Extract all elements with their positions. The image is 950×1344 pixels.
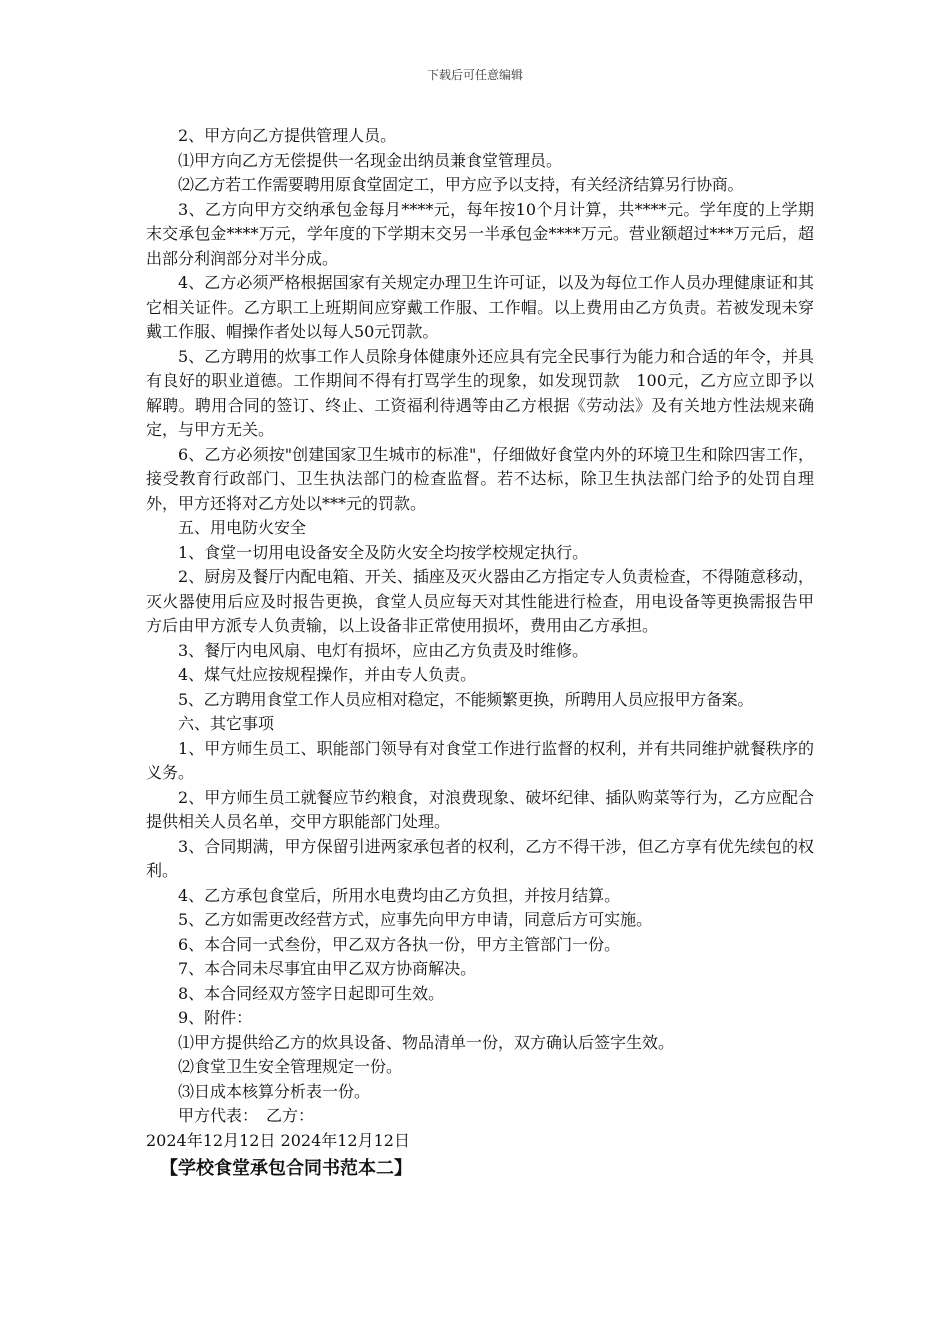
paragraph: 3、乙方向甲方交纳承包金每月****元，每年按10个月计算，共****元。学年度的上学期末交承包金****万元，学年度的下学期末交另一半承包金****万元。营业额超过***万元后，超出部分利润部分对半分成。 [146, 199, 814, 268]
paragraph: 3、合同期满，甲方保留引进两家承包者的权利，乙方不得干涉，但乙方享有优先续包的权利。 [146, 836, 814, 880]
section-heading: 五、用电防火安全 [178, 518, 307, 537]
paragraph: 8、本合同经双方签字日起即可生效。 [178, 983, 445, 1003]
paragraph: 1、食堂一切用电设备安全及防火安全均按学校规定执行。 [178, 542, 589, 562]
paragraph: 6、乙方必须按"创建国家卫生城市的标准"，仔细做好食堂内外的环境卫生和除四害工作，接受教育行政部门、卫生执法部门的检查监督。若不达标，除卫生执法部门给予的处罚自理外，甲方还将对乙方处以***元的罚款。 [146, 444, 814, 513]
paragraph: 4、乙方必须严格根据国家有关规定办理卫生许可证，以及为每位工作人员办理健康证和其它相关证件。乙方职工上班期间应穿戴工作服、工作帽。以上费用由乙方负责。若被发现未穿戴工作服、帽操作者处以每人50元罚款。 [146, 273, 814, 341]
attachment-item: ⑵食堂卫生安全管理规定一份。 [178, 1057, 403, 1076]
paragraph: 6、本合同一式叁份，甲乙双方各执一份，甲方主管部门一份。 [178, 934, 621, 954]
signature-line: 甲方代表： 乙方： [178, 1106, 315, 1125]
paragraph: 7、本合同未尽事宜由甲乙双方协商解决。 [178, 959, 477, 978]
paragraph: 2、甲方师生员工就餐应节约粮食，对浪费现象、破坏纪律、插队购菜等行为，乙方应配合提供相关人员名单，交甲方职能部门处理。 [146, 787, 814, 831]
section-title: 【学校食堂承包合同书范本二】 [160, 1158, 412, 1179]
paragraph: 3、餐厅内电风扇、电灯有损坏，应由乙方负责及时维修。 [178, 640, 589, 660]
paragraph: 5、乙方聘用食堂工作人员应相对稳定，不能频繁更换，所聘用人员应报甲方备案。 [178, 689, 754, 709]
attachment-item: ⑴甲方提供给乙方的炊具设备、物品清单一份，双方确认后签字生效。 [178, 1032, 675, 1052]
attachment-item: ⑶日成本核算分析表一份。 [178, 1081, 371, 1101]
paragraph: 5、乙方如需更改经营方式，应事先向甲方申请，同意后方可实施。 [178, 910, 653, 929]
document-body [146, 124, 814, 1183]
paragraph: 1、甲方师生员工、职能部门领导有对食堂工作进行监督的权利，并有共同维护就餐秩序的义务。 [146, 738, 814, 782]
date-line: 2024年12月12日 2024年12月12日 [146, 1130, 410, 1150]
paragraph: 5、乙方聘用的炊事工作人员除身体健康外还应具有完全民事行为能力和合适的年令，并具有良好的职业道德。工作期间不得有打骂学生的现象，如发现罚款 100元，乙方应立即予以解聘。聘用合同的签订、终止、工资福利待遇等由乙方根据《劳动法》及有关地方性法规来确定，与甲方无关。 [146, 346, 814, 439]
paragraph: 4、煤气灶应按规程操作，并由专人负责。 [178, 665, 477, 684]
paragraph: 4、乙方承包食堂后，所用水电费均由乙方负担，并按月结算。 [178, 885, 621, 905]
header-note: 下载后可任意编辑 [426, 68, 523, 82]
section-heading: 六、其它事项 [178, 714, 275, 733]
paragraph: ⑵乙方若工作需要聘用原食堂固定工，甲方应予以支持，有关经济结算另行协商。 [178, 175, 744, 194]
paragraph: 2、甲方向乙方提供管理人员。 [178, 126, 397, 145]
paragraph: 2、厨房及餐厅内配电箱、开关、插座及灭火器由乙方指定专人负责检查，不得随意移动，灭火器使用后应及时报告更换，食堂人员应每天对其性能进行检查，用电设备等更换需报告甲方后由甲方派专人负责输，以上设备非正常使用损坏，费用由乙方承担。 [146, 567, 814, 635]
paragraph: ⑴甲方向乙方无偿提供一名现金出纳员兼食堂管理员。 [178, 150, 563, 170]
paragraph: 9、附件： [178, 1008, 253, 1027]
